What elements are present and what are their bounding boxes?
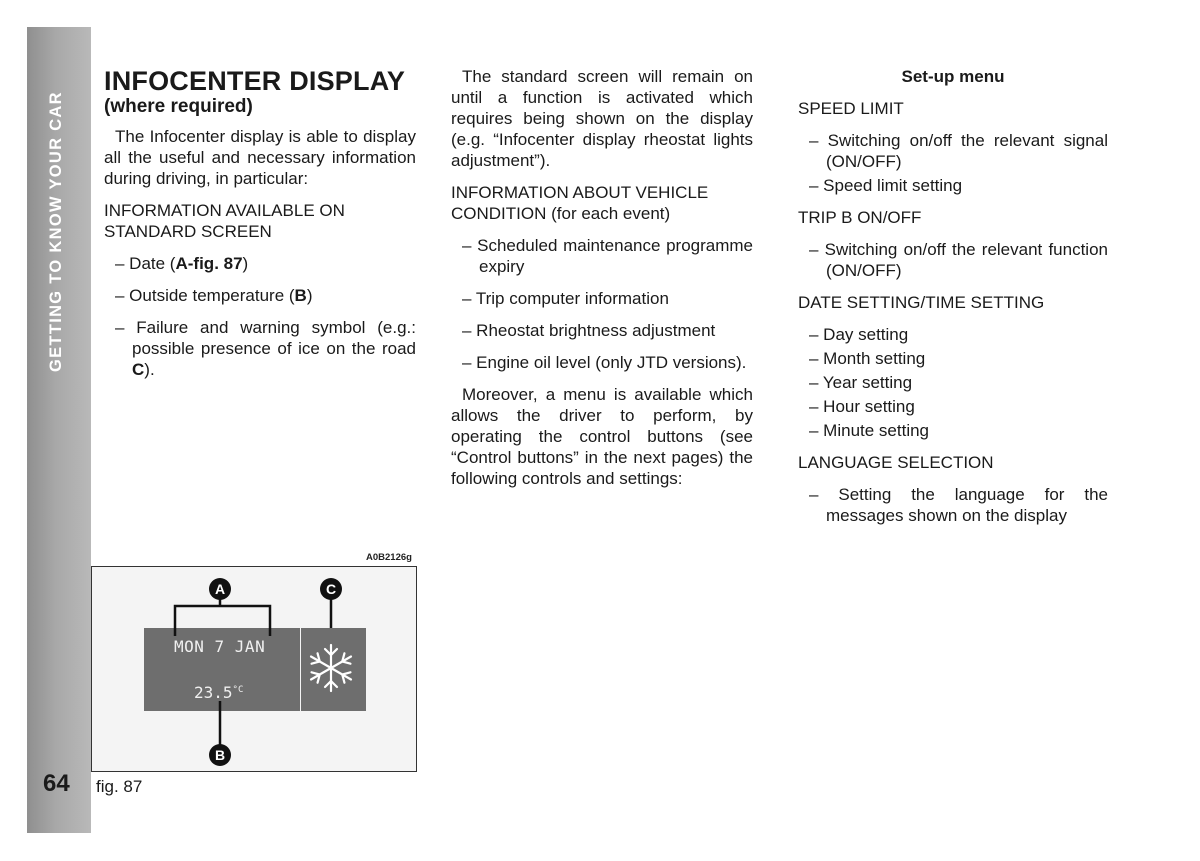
language-list [798,484,1108,526]
date-time-list [798,324,1108,441]
trip-b-list [798,239,1108,281]
list-item: – Date (A-fig. 87) [115,254,249,273]
list-item: – Hour setting [809,397,915,416]
page-title: INFOCENTER DISPLAY [104,66,406,96]
page-subtitle: (where required) [104,96,253,117]
figure-caption: fig. 87 [96,777,143,796]
callout-b: B [209,744,231,766]
section-title: GETTING TO KNOW YOUR CAR [47,91,65,372]
list-item: – Speed limit setting [809,176,963,195]
vehicle-condition-heading: INFORMATION ABOUT VEHICLE CONDITION (for each event) [451,183,709,223]
column-1 [104,66,416,391]
list-item: – Setting the language for the messages shown on the display [809,485,1108,525]
list-item: – Rheostat brightness adjustment [462,321,716,340]
column-3 [798,66,1108,537]
list-item: – Switching on/off the relevant function (ON/OFF) [809,240,1108,280]
list-item: – Scheduled maintenance programme expiry [462,236,753,276]
date-time-heading: DATE SETTING/TIME SETTING [798,293,1045,312]
menu-paragraph: Moreover, a menu is available which allows the driver to perform, by operating the control buttons (see “Control buttons” in the next pages) the following controls and settings: [451,385,753,488]
list-item: – Day setting [809,325,909,344]
figure-code: A0B2126g [366,552,412,563]
display-date: MON 7 JAN [174,637,266,656]
list-item: – Year setting [809,373,913,392]
standard-screen-paragraph: The standard screen will remain on until a function is activated which requires being shown on the display (e.g. “Infocenter display rheostat lights adjustment”). [451,67,753,170]
standard-screen-heading: INFORMATION AVAILABLE ON STANDARD SCREEN [104,201,345,241]
page-number: 64 [43,770,70,797]
list-item: – Outside temperature (B) [115,286,313,305]
column-2 [451,66,753,500]
callout-c: C [320,578,342,600]
speed-limit-heading: SPEED LIMIT [798,99,904,118]
display-warning-panel [301,628,366,711]
setup-menu-heading: Set-up menu [901,67,1005,86]
language-heading: LANGUAGE SELECTION [798,453,994,472]
list-item: – Switching on/off the relevant signal (ON/OFF) [809,131,1108,171]
intro-paragraph: The Infocenter display is able to display all the useful and necessary information during driving, in particular: [104,127,416,188]
list-item: – Month setting [809,349,926,368]
list-item: – Trip computer information [462,289,669,308]
standard-screen-list [104,253,416,380]
callout-a: A [209,578,231,600]
list-item: – Engine oil level (only JTD versions). [462,353,747,372]
vehicle-condition-list [451,235,753,373]
display-temperature: $23.5^{^\circ C}$ [194,683,244,702]
speed-limit-list [798,130,1108,196]
list-item: – Minute setting [809,421,930,440]
trip-b-heading: TRIP B ON/OFF [798,208,922,227]
list-item: – Failure and warning symbol (e.g.: possible presence of ice on the road C). [115,318,416,379]
